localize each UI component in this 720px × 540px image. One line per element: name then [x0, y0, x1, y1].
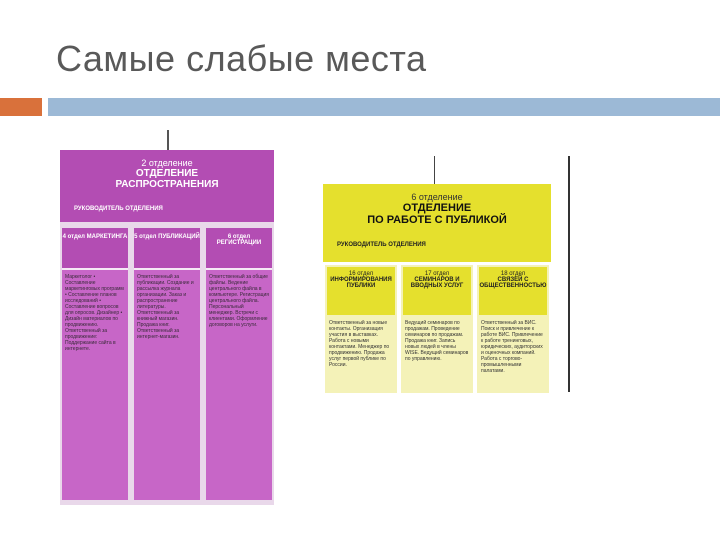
division-head: РУКОВОДИТЕЛЬ ОТДЕЛЕНИЯ	[74, 206, 163, 212]
department-number: 18 отдел	[500, 271, 526, 277]
department-title: СВЯЗЕЙ С ОБЩЕСТВЕННОСТЬЮ	[479, 277, 547, 289]
department-header	[327, 267, 395, 315]
department-title: 4 отдел МАРКЕТИНГА	[62, 228, 128, 268]
division-number: 2 отделение	[141, 158, 193, 168]
division-name-1: ОТДЕЛЕНИЕ	[135, 168, 199, 179]
department-text: Ответственный за публикации. Создание и рассылка журнала организации. Заказ и распространение литературы. Ответственный за книжный магазин. Продажа книг. Ответственный за интернет-магазин.	[137, 274, 194, 340]
department-column	[401, 265, 473, 393]
division-header-public	[323, 184, 551, 262]
department-column	[134, 228, 200, 500]
org-chart-distribution	[60, 150, 274, 505]
department-header	[479, 267, 547, 315]
department-header	[403, 267, 471, 315]
division-head: РУКОВОДИТЕЛЬ ОТДЕЛЕНИЯ	[337, 242, 426, 248]
division-name-1: ОТДЕЛЕНИЕ	[402, 202, 472, 214]
division-header	[60, 150, 274, 222]
department-text: Ведущий семинаров по продажам. Проведение семинаров по продажам. Продажа книг. Запись новых людей в члены WISE. Ведущий семинаров по управлению.	[405, 320, 469, 362]
connector-line	[434, 156, 435, 186]
department-title: ИНФОРМИРОВАНИЯ ПУБЛИКИ	[330, 277, 392, 289]
department-column	[325, 265, 397, 393]
connector-line	[167, 130, 169, 150]
department-text: Ответственный за общие файлы. Ведение центрального файла в компьютере. Регистрация центрального файла. Персональный менеджер. Встречи с клиентами. Оформление договоров на услуги.	[209, 274, 269, 328]
department-title: 6 отдел РЕГИСТРАЦИИ	[206, 228, 272, 268]
division-number: 6 отделение	[411, 192, 463, 202]
connector-line	[568, 156, 570, 392]
department-text: Маркетолог • Составление маркетинговых программ • Составление планов исследований • Составление вопросов для опросов. Дизайнер • Дизайн материалов по продвижению. Ответственный за продвижение: Поддержание сайта в интернете.	[65, 274, 124, 352]
department-text: Ответственный за новые контакты. Организация участия в выставках. Работа с новыми контактами. Менеджер по продвижению. Продажа услуг первой публике по России.	[329, 320, 390, 368]
department-column	[62, 228, 128, 500]
department-number: 16 отдел	[348, 271, 374, 277]
department-title: СЕМИНАРОВ И ВВОДНЫХ УСЛУГ	[410, 277, 464, 289]
department-column	[477, 265, 549, 393]
department-column	[206, 228, 272, 500]
slide-title: Самые слабые места	[56, 38, 427, 79]
department-text: Ответственный за ВИС. Поиск и привлечение к работе ВИС. Привлечение к работе тренинговых, юридических, аудиторских и оценочных компаний. Работа с торгово-промышленными палатами.	[481, 320, 543, 374]
accent-bar-blue	[48, 98, 720, 116]
division-name-2: ПО РАБОТЕ С ПУБЛИКОЙ	[367, 214, 507, 226]
accent-bar-orange	[0, 98, 42, 116]
division-name-2: РАСПРОСТРАНЕНИЯ	[115, 179, 219, 190]
department-title: 5 отдел ПУБЛИКАЦИЙ	[134, 228, 200, 268]
department-number: 17 отдел	[424, 271, 450, 277]
